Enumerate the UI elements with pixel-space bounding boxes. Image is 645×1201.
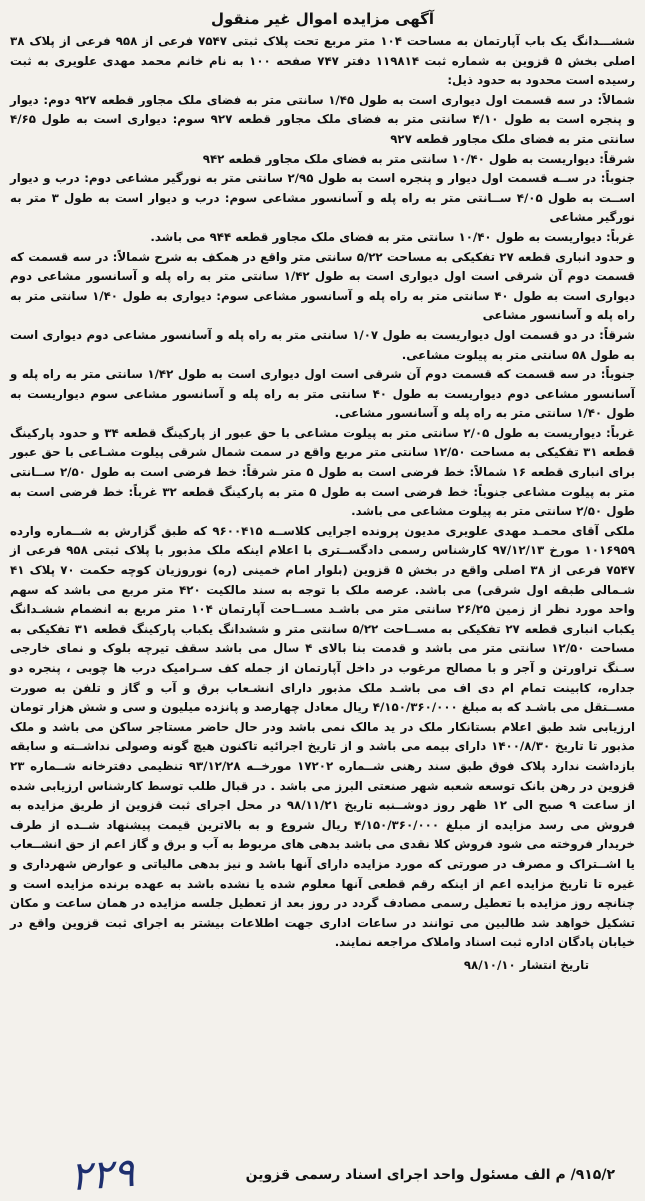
notice-paragraph-north: شمالاً: در سه قسمت اول دیواری است به طول ۱/۴۵ سانتی متر به فضای ملک مجاور قطعه ۹۲۷ دوم: دیوار و پنجره است به طول ۴/۱۰ سانتی متر به فضای ملک مجاور قطعه ۹۲۷ سوم: دیواری است به طول ۴/۶۵ سانتی متر به فضای ملک مجاور قطعه ۹۲۷ xyxy=(10,92,635,146)
notice-paragraph-west: غرباً: دیواریست به طول ۱۰/۴۰ سانتی متر به فضای ملک مجاور قطعه ۹۴۴ می باشد. xyxy=(150,229,635,244)
notice-paragraph-storage-north: و حدود انباری قطعه ۲۷ تفکیکی به مساحت ۵/۲۲ سانتی متر واقع در همکف به شرح شمالاً: در سه قسمت که قسمت دوم آن شرقی است اول دیواری است به طول ۱/۴۲ سانتی متر به راه پله و آسانسور مشاعی دوم دیواری است به طول ۴۰ سانتی متر به راه پله و آسانسور مشاعی سوم: دیواری به طول ۱/۴۰ سانتی متر به راه پله و آسانسور مشاعی xyxy=(10,249,635,323)
notice-paragraph-storage-west-parking: غرباً: دیواریست به طول ۲/۰۵ سانتی متر به پیلوت مشاعی با حق عبور از پارکینگ قطعه ۳۴ و حدود پارکینگ قطعه ۳۱ تفکیکی به مساحت ۱۲/۵۰ سانتی متر مربع واقع در سمت شمال شرقی پیلوت مشـاعی با حق عبور برای انباری قطعه ۱۶ شمالاً: خط فرضی است به طول ۵ متر شرقاً: خط فرضی است به طول ۲/۵۰ ســانتی متر به پیلوت مشاعی جنوباً: خط فرضی است به طول ۵ متر به پارکینگ قطعه ۳۲ غرباً: خط فرضی است به طول ۲/۵۰ سانتی متر به پیلوت مشاعی می باشد. xyxy=(10,425,636,519)
notice-paragraph-south: جنوباً: در ســه قسمت اول دیوار و پنجره است به طول ۲/۹۵ سانتی متر به نورگیر مشاعی دوم: درب و دیوار اســت به طول ۴/۰۵ ســانتی متر به راه پله و آسانسور مشاعی سوم: درب و دیوار است به طول ۳ متر به نورگیر مشاعی xyxy=(10,171,635,225)
publish-date: تاریخ انتشار ۹۸/۱۰/۱۰ xyxy=(463,957,589,972)
notice-paragraph-east: شرقاً: دیواریست به طول ۱۰/۴۰ سانتی متر به فضای ملک مجاور قطعه ۹۴۲ xyxy=(202,151,635,166)
footer-office: ۹۱۵/۲/ م الف مسئول واحد اجرای اسناد رسمی قزوین xyxy=(245,1167,615,1183)
notice-footer xyxy=(0,1149,645,1201)
notice-paragraph-owner-details: ملکی آقای محمـد مهدی علویری مدیون پرونده اجرایی کلاســه ۹۶۰۰۴۱۵ که طبق گزارش به شــماره وارده ۱۰۱۶۹۵۹ مورخ ۹۷/۱۲/۱۳ کارشناس رسمی دادگســتری با اعلام اینکه ملک مذبور با پلاک ثبتی ۹۵۸ فرعی از ۷۵۴۷ فرعی از ۳۸ اصلی واقع در بخش ۵ قزوین (بلوار امام خمینی (ره) نوروزیان کوچه حکمت ۷۰ پلاک ۴۱ شـمالی طبقه اول شرقی) می باشد. عرصه ملک با توجه به سند مالکیت ۴۲۰ متر مربع می باشد که سهم واحد مورد نظر از زمین ۲۶/۲۵ سانتی متر می باشـد مســاحت آپارتمان ۱۰۴ متر مربع به انضمام ششـدانگ یکباب انباری قطعه ۲۷ تفکیکی به مســاحت ۵/۲۲ سانتی متر و ششدانگ یکباب پارکینگ قطعه ۳۱ تفکیکی به مساحت ۱۲/۵۰ سانتی متر می باشد و قدمت بنا بالای ۴ سال می باشد سقف تیرچه بلوک و نمای خارجی سـنگ تراورتن و آجر و با مصالح مرغوب در داخل آپارتمان از جمله کف سـرامیک درب ها چوبی ، پنجره دو جداره، کابینت تمام ام دی اف می باشـد ملک مذبور دارای انشـعاب برق و آب و گاز و تلفن به صورت مســتقل می باشـد که به مبلغ ۴/۱۵۰/۳۶۰/۰۰۰ ریال معادل چهارصد و پانزده میلیون و سی و شش هزار تومان ارزیابی شد طبق اعلام بستانکار ملک در ید مالک نمی باشد ودر حال حاضر مستاجر ساکن می باشد و ملک مذبور تا تاریخ ۱۴۰۰/۸/۳۰ دارای بیمه می باشد و از تاریخ اجرائیه تاکنون هیچ گونه وصولی نداشــته و سابقه بازداشت ندارد پلاک فوق طبق سند رهنی شــماره ۱۷۲۰۲ مورخــه ۹۳/۱۲/۲۸ تنظیمی دفترخانه شــماره ۲۳ قزوین در رهن بانک توسعه شعبه شهر صنعتی البرز می باشد . در قبال طلب توسط کارشناس ارزیابی شده از ساعت ۹ صبح الی ۱۲ ظهر روز دوشــنبه تاریخ ۹۸/۱۱/۲۱ در محل اجرای ثبت قزوین از طریق مزایده به فروش می رسد مزایده از مبلغ ۴/۱۵۰/۳۶۰/۰۰۰ ریال شروع و به بالاترین قیمت پیشنهاد شــده از طرف خریدار فروخته می شود فروش کلا نقدی می باشد بدهی های مربوط به آب و برق و گاز اعم از حق انشــعاب یا اشــتراک و مصرف در صورتی که مورد مزایده دارای آنها باشد و نیز بدهی مالیاتی و عوارض شهرداری و غیره تا تاریخ مزایده اعم از اینکه رقم قطعی آنها معلوم شده یا نشده باشد به عهده برنده مزایده است و چنانچه روز مزایده با تعطیل رسمی مصادف گردد در روز بعد از تعطیل جلسه مزایده در همان ساعت و مکان تشکیل خواهد شد طالبین می توانند در ساعات اداری جهت اطلاعات بیشتر به اجرای ثبت قزوین واقع در خیابان پادگان اداره ثبت اسناد واملاک مراجعه نمایند. xyxy=(10,523,636,950)
notice-title: آگهی مزایده اموال غیر منقول xyxy=(210,10,435,28)
notice-paragraph-intro: ششـــدانگ یک باب آپارتمان به مساحت ۱۰۴ متر مربع تحت پلاک ثبتی ۷۵۴۷ فرعی از ۹۵۸ فرعی از پلاک ۳۸ اصلی بخش ۵ قزوین به شماره ثبت ۱۱۹۸۱۴ دفتر ۷۴۷ صفحه ۱۰۰ به نام خانم محمد مهدی علویری به ثبت رسیده است محدود به حدود ذیل: xyxy=(10,34,635,88)
notice-body xyxy=(10,32,635,953)
handwritten-number: ۲۲۹ xyxy=(68,1149,136,1201)
notice-paragraph-storage-south: جنوباً: در سه قسمت که قسمت دوم آن شرقی است اول دیواری است به طول ۱/۴۲ سانتی متر به راه پله و آسانسور مشاعی دوم دیواریست به طول ۴۰ سانتی متر به راه پله و آسانسور مشاعی سوم دیواریست به طول ۱/۴۰ سانتی متر به راه پله و آسانسور مشاعی. xyxy=(10,367,635,421)
notice-paragraph-storage-east: شرقاً: در دو قسمت اول دیواریست به طول ۱/۰۷ سانتی متر به راه پله و آسانسور مشاعی دوم دیواری است به طول ۵۸ سانتی متر به پیلوت مشاعی. xyxy=(10,327,635,362)
